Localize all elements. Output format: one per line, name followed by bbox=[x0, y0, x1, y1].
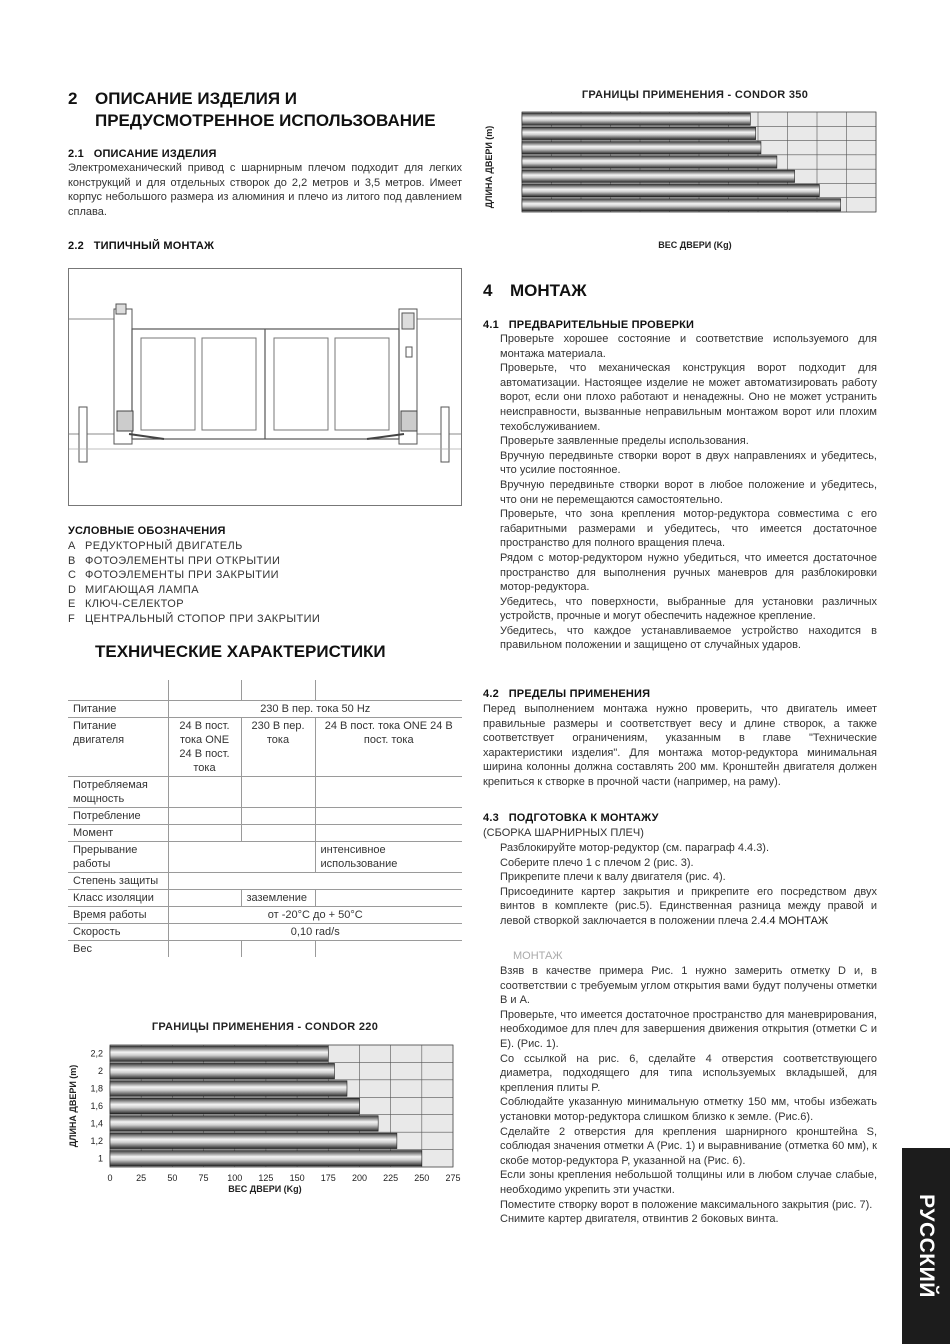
section-2-title-line2: ПРЕДУСМОТРЕННОЕ ИСПОЛЬЗОВАНИЕ bbox=[95, 111, 436, 130]
bar bbox=[110, 1116, 378, 1131]
paragraph: Со ссылкой на рис. 6, сделайте 4 отверстия соответствующего диаметра, подходящего для типа используемых вкладышей, для крепления плиты P. bbox=[500, 1052, 877, 1094]
paragraph: Проверьте, что зона крепления мотор-редуктора совместима с его габаритными размерами и убедитесь, что имеется достаточное пространство для полного вращения плеча. bbox=[500, 508, 877, 550]
paragraph: Проверьте заявленные пределы использования. bbox=[500, 435, 749, 448]
table-row bbox=[68, 680, 462, 700]
x-tick-label: 25 bbox=[136, 1173, 147, 1183]
x-tick-label: 125 bbox=[258, 1173, 274, 1183]
section-2-1-title: ОПИСАНИЕ ИЗДЕЛИЯ bbox=[93, 148, 217, 160]
section-2-1-heading bbox=[68, 148, 217, 160]
section-2-1-number: 2.1 bbox=[68, 148, 84, 160]
paragraph: Если зоны крепления небольшой толщины или в любом случае слабые, необходимо укрепить эти участки. bbox=[500, 1169, 877, 1196]
table-row: Вес bbox=[68, 940, 462, 957]
section-4-3-text bbox=[500, 841, 877, 929]
paragraph: Взяв в качестве примера Рис. 1 нужно замерить отметку D и, в соответствии с требуемым углом открытия вами будут получены отметки B и A. bbox=[500, 965, 877, 1007]
section-2-number: 2 bbox=[68, 89, 78, 108]
paragraph: Снимите картер двигателя, отвинтив 2 боковых винта. bbox=[500, 1213, 779, 1226]
mont-label: МОНТАЖ bbox=[513, 950, 563, 962]
y-tick-label: 2,2 bbox=[90, 1048, 103, 1059]
paragraph: Рядом с мотор-редуктором нужно убедиться, что имеется достаточное пространство для выполнения ручных маневров для разблокировки мотор-редуктора. bbox=[500, 551, 877, 594]
x-tick-label: 0 bbox=[107, 1173, 113, 1183]
paragraph: Проверьте хорошее состояние и соответствие используемого для монтажа материала. bbox=[500, 333, 877, 360]
x-tick-label: 225 bbox=[383, 1173, 399, 1183]
table-row: Скорость 0,10 rad/s bbox=[68, 923, 462, 940]
section-4-number: 4 bbox=[483, 281, 493, 300]
legend-item: E КЛЮЧ-СЕЛЕКТОР bbox=[68, 598, 184, 610]
paragraph: Соблюдайте указанную минимальную отметку 150 мм, чтобы избежать установки мотор-редуктора слишком близко к земле. (Рис.6). bbox=[500, 1096, 877, 1123]
y-axis-label: ДЛИНА ДВЕРИ (m) bbox=[484, 125, 494, 209]
paragraph: Разблокируйте мотор-редуктор (см. параграф 4.4.3). bbox=[500, 842, 770, 854]
paragraph: Проверьте, что механическая конструкция ворот подходит для автоматизации. Настоящее изделие не может автоматизировать работу ворот, если они плохо работают и ненадежны. Оно не может устранить неисправности, вызванные неправильным монтажом ворот или плохим техобслуживанием. bbox=[500, 362, 877, 433]
paragraph: Присоедините картер закрытия и прикрепите его посредством двух винтов в комплекте (рис.5). Единственная разница между правой и левой створкой заключается в положении плеча 2.4.4 МОНТАЖ bbox=[500, 885, 877, 927]
x-tick-label: 175 bbox=[320, 1173, 336, 1183]
bar bbox=[110, 1063, 335, 1078]
tech-specs-table bbox=[68, 680, 462, 957]
table-row: Питание 230 В пер. тока 50 Hz bbox=[68, 700, 462, 717]
condor350-x-axis-label: ВЕС ДВЕРИ (Kg) bbox=[658, 240, 732, 250]
table-row: Момент bbox=[68, 824, 462, 841]
x-tick-label: 100 bbox=[227, 1173, 243, 1183]
x-tick-label: 50 bbox=[167, 1173, 178, 1183]
legend-item: B ФОТОЭЛЕМЕНТЫ ПРИ ОТКРЫТИИ bbox=[68, 554, 281, 567]
section-2-1-text: Электромеханический привод с шарнирным плечом подходит для легких конструкций и для отдельных створок до 2,2 метров и 3,5 метров. Имеет корпус небольшого размера из алюминия и плечо из литого под давлением сплава. bbox=[68, 162, 462, 218]
bar bbox=[110, 1098, 359, 1113]
section-4-3-heading: 4.3 ПОДГОТОВКА К МОНТАЖУ bbox=[483, 812, 659, 824]
x-tick-label: 275 bbox=[445, 1173, 461, 1183]
section-2-2-number: 2.2 bbox=[68, 240, 84, 252]
mont-text bbox=[500, 964, 877, 1227]
section-2-title-line1: ОПИСАНИЕ ИЗДЕЛИЯ И bbox=[95, 89, 297, 108]
x-tick-label: 250 bbox=[414, 1173, 430, 1183]
language-tab bbox=[902, 1148, 950, 1344]
paragraph: Вручную передвиньте створки ворот в любое положение и убедитесь, что они не перемещаются самостоятельно. bbox=[500, 478, 877, 506]
legend-item: C ФОТОЭЛЕМЕНТЫ ПРИ ЗАКРЫТИИ bbox=[68, 569, 279, 581]
bar bbox=[522, 184, 819, 196]
condor220-chart bbox=[62, 1035, 472, 1205]
paragraph: Вручную передвиньте створки ворот в двух направлениях и убедитесь, что усилие постоянное. bbox=[500, 449, 877, 477]
table-row: Потребление bbox=[68, 807, 462, 824]
bar bbox=[110, 1081, 347, 1096]
table-row: Потребляемая мощность bbox=[68, 776, 462, 807]
language-tab-label: РУССКИЙ bbox=[915, 1194, 938, 1298]
legend-title: УСЛОВНЫЕ ОБОЗНАЧЕНИЯ bbox=[68, 525, 226, 537]
paragraph: Поместите створку ворот в положение максимального закрытия (рис. 7). bbox=[500, 1198, 873, 1211]
bar bbox=[110, 1133, 397, 1148]
x-tick-label: 200 bbox=[351, 1173, 367, 1183]
x-tick-label: 150 bbox=[289, 1173, 305, 1183]
y-axis-label: ДЛИНА ДВЕРИ (m) bbox=[68, 1064, 78, 1148]
table-row: Питание двигателя 24 В пост. тока ONE 24 В пост. тока 230 В пер. тока 24 В пост. тока ONE 24 В пост. тока bbox=[68, 717, 462, 776]
y-tick-label: 1,2 bbox=[90, 1135, 103, 1146]
gate-drawing bbox=[69, 269, 461, 505]
legend-item: D МИГАЮЩАЯ ЛАМПА bbox=[68, 583, 199, 596]
section-4-4-link[interactable]: 4.4 МОНТАЖ bbox=[760, 914, 829, 927]
table-row: Класс изоляции заземление bbox=[68, 889, 462, 906]
legend-list bbox=[68, 539, 320, 626]
condor350-chart bbox=[480, 104, 880, 224]
section-2-2-title: ТИПИЧНЫЙ МОНТАЖ bbox=[93, 240, 215, 252]
y-tick-label: 1,6 bbox=[90, 1101, 103, 1111]
condor220-chart-title: ГРАНИЦЫ ПРИМЕНЕНИЯ - CONDOR 220 bbox=[151, 1021, 379, 1033]
paragraph: Соберите плечо 1 с плечом 2 (рис. 3). bbox=[500, 856, 694, 869]
x-tick-label: 75 bbox=[198, 1173, 209, 1183]
section-4-3-subtitle: (СБОРКА ШАРНИРНЫХ ПЛЕЧ) bbox=[483, 827, 644, 839]
table-row: Прерывание работы интенсивное использование bbox=[68, 841, 462, 872]
tech-specs-title: ТЕХНИЧЕСКИЕ ХАРАКТЕРИСТИКИ bbox=[95, 642, 386, 661]
y-tick-label: 2 bbox=[97, 1066, 103, 1077]
section-4-title: МОНТАЖ bbox=[510, 281, 587, 300]
typical-installation-figure bbox=[68, 268, 462, 506]
bar bbox=[522, 170, 795, 182]
paragraph: Убедитесь, что каждое устанавливаемое устройство находится в правильном положении и защищено от случайных ударов. bbox=[500, 624, 877, 652]
section-4-2-heading: 4.2 ПРЕДЕЛЫ ПРИМЕНЕНИЯ bbox=[483, 688, 651, 700]
section-2-2-heading bbox=[68, 240, 214, 252]
table-row: Степень защиты bbox=[68, 872, 462, 889]
bar bbox=[522, 142, 761, 154]
bar bbox=[110, 1151, 422, 1166]
y-tick-label: 1 bbox=[97, 1153, 103, 1164]
section-4-2-text: Перед выполнением монтажа нужно проверить, что двигатель имеет правильные размеры и соответствует весу и длине створок, а также соответствует ограничениям, указанным в главе "Технические характеристики изделия". Для монтажа мотор-редуктора минимальная ширина колонны должна составлять 200 мм. Кронштейн двигателя должен крепиться к створке в прочной части (например, на раму). bbox=[483, 703, 877, 788]
condor350-chart-title: ГРАНИЦЫ ПРИМЕНЕНИЯ - CONDOR 350 bbox=[581, 89, 809, 101]
paragraph: Прикрепите плечи к валу двигателя (рис. 4). bbox=[500, 871, 726, 884]
bar bbox=[522, 113, 750, 125]
paragraph: Сделайте 2 отверстия для крепления шарнирного кронштейна S, соблюдая значения отметки A (Рис. 1) и выравнивание (отметка 60 мм), к скобе мотор-редуктора P, указанной на (Рис. 6). bbox=[500, 1125, 877, 1167]
bar bbox=[522, 199, 841, 211]
section-4-1-text bbox=[500, 332, 877, 653]
paragraph: Проверьте, что имеется достаточное пространство для маневрирования, необходимое для плеч для завершения движения открытия (отметки C и E). (Рис. 1). bbox=[500, 1008, 877, 1050]
legend-item: F ЦЕНТРАЛЬНЫЙ СТОПОР ПРИ ЗАКРЫТИИ bbox=[68, 612, 321, 625]
y-tick-label: 1,8 bbox=[90, 1083, 103, 1094]
bar bbox=[522, 127, 756, 139]
legend-item: A РЕДУКТОРНЫЙ ДВИГАТЕЛЬ bbox=[68, 540, 243, 552]
condor220-x-axis-label: ВЕС ДВЕРИ (Kg) bbox=[228, 1184, 302, 1194]
bar bbox=[110, 1046, 328, 1061]
paragraph: Убедитесь, что поверхности, выбранные для установки различных устройств, прочные и могут обеспечить надежное крепление. bbox=[500, 595, 877, 623]
bar bbox=[522, 156, 777, 168]
section-4-1-heading: 4.1 ПРЕДВАРИТЕЛЬНЫЕ ПРОВЕРКИ bbox=[483, 319, 695, 331]
y-tick-label: 1,4 bbox=[90, 1118, 103, 1129]
table-row: Время работы от -20°C до + 50°C bbox=[68, 906, 462, 923]
